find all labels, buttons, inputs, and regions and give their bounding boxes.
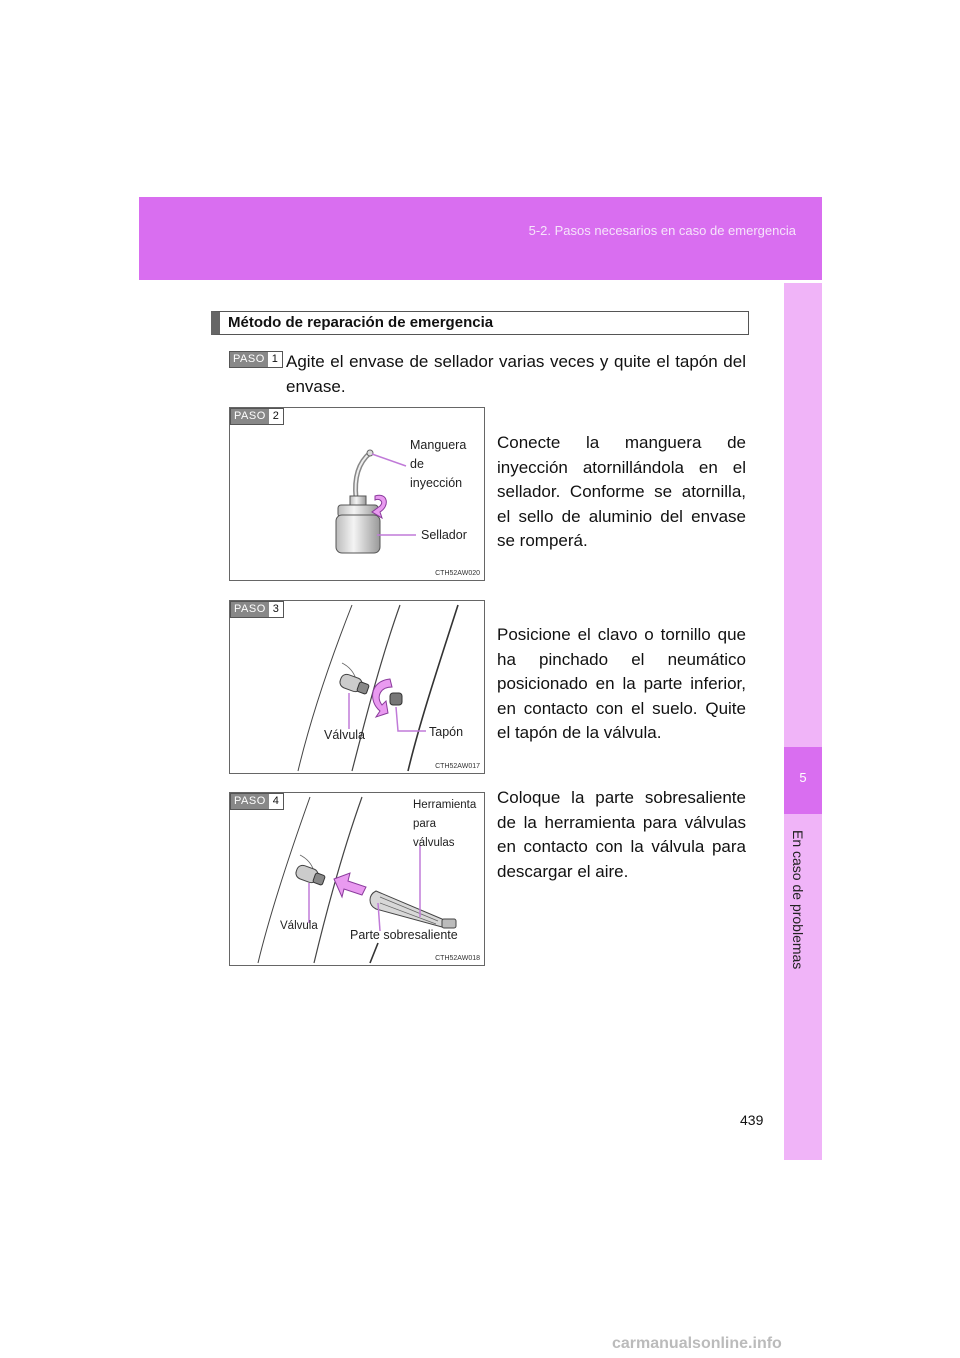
step-2-figure — [229, 407, 485, 581]
figure-code: CTH52AW020 — [435, 570, 480, 577]
valve-label: Válvula — [280, 920, 318, 932]
protrusion-label: Parte sobresaliente — [350, 928, 458, 942]
step-4-text: Coloque la parte sobresaliente de la herramienta para válvulas en contacto con la válvula para descargar el aire. — [497, 788, 746, 881]
tire-valve-cap-illustration — [230, 601, 485, 774]
step-1-text: Agite el envase de sellador varias veces y quite el tapón del envase. — [286, 352, 746, 396]
figure-code: CTH52AW018 — [435, 955, 480, 962]
paso-label: PASO — [231, 409, 269, 424]
step-number: 4 — [272, 795, 279, 807]
sealant-label: Sellador — [421, 528, 467, 542]
step-3-figure — [229, 600, 485, 774]
cap-label: Tapón — [429, 725, 464, 739]
step-3-text: Posicione el clavo o tornillo que ha pinchado el neumático posicionado en la parte inferior, en contacto con el suelo. Quite el tapón de la válvula. — [497, 625, 746, 742]
step-number: 2 — [272, 410, 279, 422]
chapter-label: En caso de problemas — [790, 830, 806, 970]
step-1-badge — [229, 351, 283, 368]
valve-tool-label — [413, 796, 476, 853]
sealant-bottle-illustration — [230, 408, 485, 581]
step-2-text: Conecte la manguera de inyección atornillándola en el sellador. Conforme se atornilla, el sello de aluminio del envase se romperá. — [497, 433, 746, 550]
step-4-figure — [229, 792, 485, 966]
figure-code: CTH52AW017 — [435, 763, 480, 770]
header-title: 5-2. Pasos necesarios en caso de emergencia — [528, 223, 796, 238]
hose-label-text: Manguera de inyección — [410, 438, 467, 490]
watermark: carmanualsonline.info — [612, 1335, 782, 1352]
paso-label: PASO — [230, 352, 268, 367]
valve-tool-label-text: Herramienta para válvulas — [413, 799, 477, 849]
paso-label: PASO — [231, 794, 269, 809]
chapter-number: 5 — [799, 770, 807, 785]
section-heading — [211, 311, 749, 335]
step-number: 1 — [271, 353, 278, 365]
chapter-side-tab — [784, 283, 822, 1160]
step-number: 3 — [272, 603, 279, 615]
valve-label: Válvula — [324, 728, 365, 742]
paso-label: PASO — [231, 602, 269, 617]
section-title: Método de reparación de emergencia — [228, 314, 494, 331]
header-band — [139, 197, 822, 280]
page-number: 439 — [740, 1112, 764, 1128]
hose-label — [410, 436, 466, 493]
